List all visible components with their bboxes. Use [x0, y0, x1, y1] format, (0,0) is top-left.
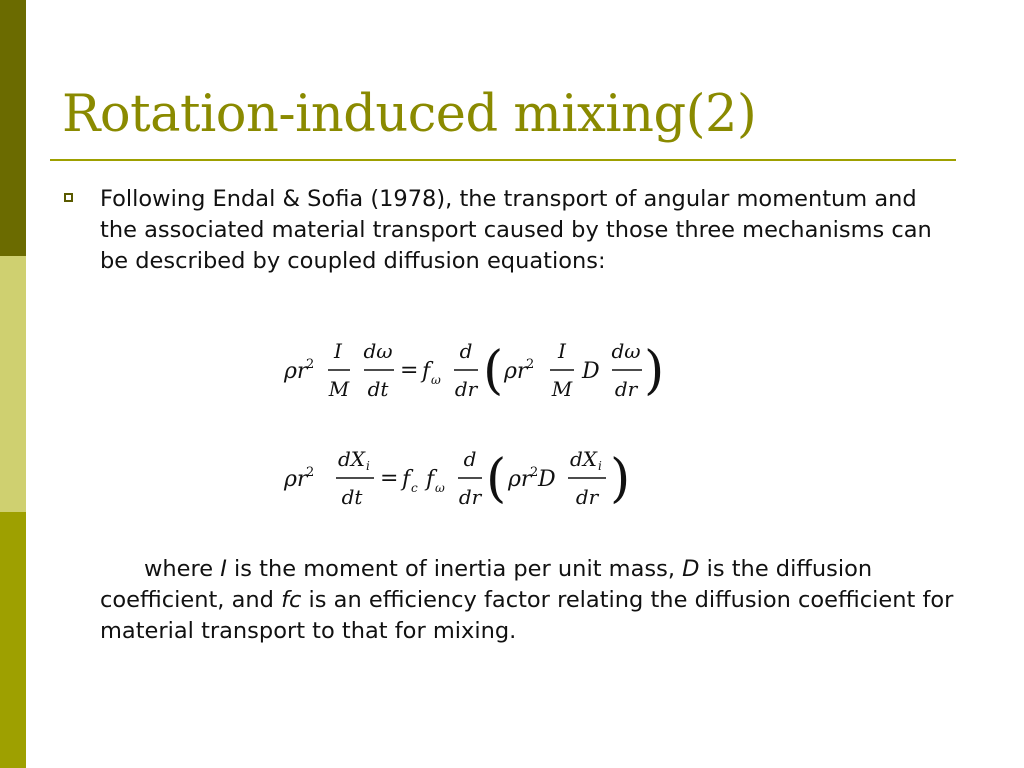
eq1-d: d — [459, 339, 473, 363]
eq1-dr-inner: dr — [614, 377, 638, 401]
note-symbol-D: D — [682, 556, 700, 582]
note-part-4: is an efficiency factor relating the diffusion coefficient for material transport to that for mixing. — [100, 587, 954, 644]
eq2-rho-r-inner: ρr — [508, 467, 532, 492]
note-symbol-fc: fc — [281, 587, 302, 613]
eq1-dr: dr — [454, 377, 478, 401]
eq1-domega: dω — [363, 339, 393, 363]
eq2-right-paren: ) — [610, 449, 631, 509]
bullet-text: Following Endal & Sofia (1978), the transport of angular momentum and the associated material transport caused by those three mechanisms can be described by coupled diffusion equations: — [100, 186, 932, 274]
note-part-2: is the moment of inertia per unit mass, — [226, 556, 683, 582]
eq1-rho-r: ρr — [284, 359, 308, 384]
note-part-3: is the diffusion coefficient, and — [100, 556, 873, 613]
eq2-exponent-inner: 2 — [530, 465, 539, 480]
eq1-rho-r-inner: ρr — [504, 359, 528, 384]
equation-explanation — [100, 554, 960, 647]
eq1-dt: dt — [367, 377, 389, 401]
eq1-M: M — [328, 377, 350, 401]
eq2-rho-r: ρr — [284, 467, 308, 492]
eq2-fc: f — [402, 467, 411, 492]
eq1-exponent-inner: 2 — [526, 357, 535, 372]
eq2-equals: = — [380, 466, 399, 491]
eq1-D: D — [582, 359, 600, 384]
eq2-D: D — [538, 467, 556, 492]
eq1-left-paren: ( — [483, 341, 504, 401]
eq2-fomega: f — [426, 467, 435, 492]
equation-material-transport — [280, 438, 650, 518]
eq1-I-inner: I — [558, 339, 566, 363]
eq1-f: f — [422, 359, 431, 384]
eq2-dX: dX — [338, 447, 366, 471]
eq2-c-subscript: c — [411, 481, 418, 495]
eq1-right-paren: ) — [644, 341, 665, 401]
sidebar-segment-middle — [0, 256, 26, 512]
eq2-dX-inner: dX — [570, 447, 598, 471]
eq1-equals: = — [400, 358, 419, 383]
eq1-I: I — [334, 339, 342, 363]
title-divider — [50, 159, 956, 161]
note-symbol-I: I — [220, 556, 227, 582]
eq2-dt: dt — [341, 485, 363, 509]
eq1-domega-inner: dω — [611, 339, 641, 363]
eq2-d: d — [463, 447, 477, 471]
eq2-omega-subscript: ω — [435, 481, 445, 495]
eq1-M-inner: M — [551, 377, 573, 401]
slide-title: Rotation-induced mixing(2) — [62, 85, 757, 144]
sidebar-decoration — [0, 0, 26, 768]
eq2-exponent: 2 — [306, 465, 315, 480]
equation-angular-momentum — [280, 330, 670, 410]
eq2-i-subscript-inner: i — [598, 459, 602, 473]
bullet-square-icon — [64, 193, 73, 202]
eq2-left-paren: ( — [486, 449, 507, 509]
eq1-omega-subscript: ω — [431, 373, 441, 387]
sidebar-segment-top — [0, 0, 26, 256]
note-part-1: where — [144, 556, 221, 582]
sidebar-segment-bottom — [0, 512, 26, 768]
eq2-dr: dr — [458, 485, 482, 509]
eq2-i-subscript: i — [366, 459, 370, 473]
eq1-exponent: 2 — [306, 357, 315, 372]
eq2-dr-inner: dr — [575, 485, 599, 509]
